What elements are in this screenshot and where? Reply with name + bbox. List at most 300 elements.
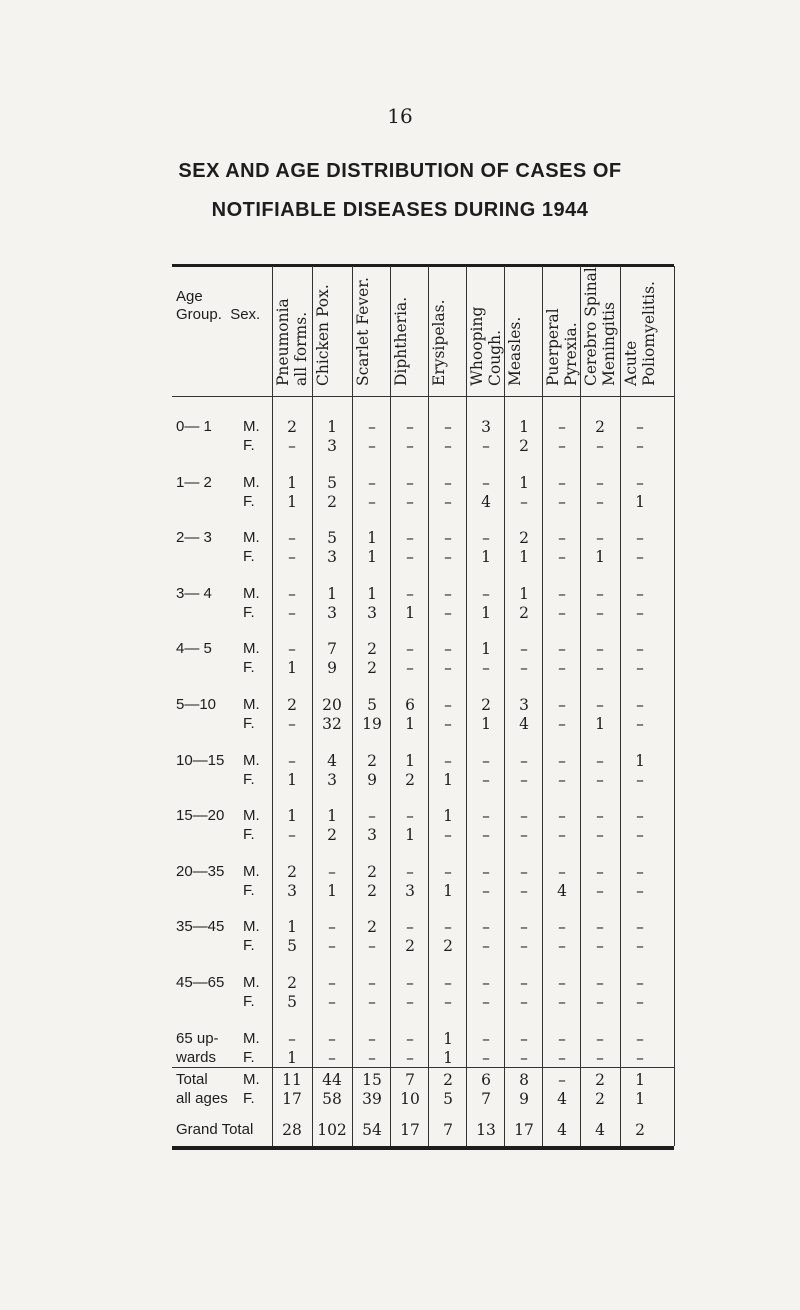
table-cell: 2 — [327, 826, 337, 845]
table-cell: – — [406, 437, 414, 455]
table-cell: 2 — [519, 603, 529, 622]
table-cell: 15 — [362, 1071, 382, 1089]
table-cell: – — [444, 826, 452, 845]
table-cell: – — [596, 492, 604, 511]
table-cell: – — [288, 529, 296, 548]
table-cell: 17 — [514, 1121, 534, 1139]
table-cell: – — [596, 640, 604, 659]
table-cell: – — [444, 640, 452, 659]
table-cell: 1 — [635, 1071, 645, 1089]
table-cell: – — [596, 862, 604, 881]
sex-header: Sex. — [230, 306, 261, 323]
table-cell: – — [596, 1048, 604, 1067]
table-cell: – — [520, 918, 528, 937]
table-cell: – — [328, 974, 336, 992]
table-cell: – — [368, 937, 376, 956]
table-cell: – — [444, 529, 452, 548]
table-cell: – — [636, 1029, 644, 1048]
column-header — [314, 276, 352, 386]
sex-label: F. — [243, 937, 255, 955]
table-cell: 1 — [481, 548, 491, 567]
sex-label: F. — [243, 993, 255, 1010]
column-header — [274, 276, 312, 386]
table-cell: – — [520, 826, 528, 845]
table-cell: 2 — [519, 437, 529, 455]
table-cell: – — [636, 993, 644, 1011]
table-cell: 1 — [519, 418, 529, 436]
table-cell: 2 — [367, 640, 377, 659]
table-cell: 3 — [287, 881, 297, 900]
table-cell: – — [636, 418, 644, 436]
table-cell: 4 — [595, 1121, 605, 1139]
table-cell: – — [444, 918, 452, 937]
table-cell: – — [636, 881, 644, 900]
table-cell: 1 — [443, 1048, 453, 1067]
table-cell: – — [482, 659, 490, 678]
table-cell: – — [558, 1048, 566, 1067]
table-cell: – — [520, 807, 528, 826]
table-cell: – — [558, 473, 566, 492]
table-cell: – — [444, 974, 452, 992]
table-cell: 1 — [481, 603, 491, 622]
table-cell: 7 — [327, 640, 337, 659]
sex-label: F. — [243, 826, 255, 844]
table-cell: 4 — [327, 751, 337, 770]
table-cell: – — [558, 974, 566, 992]
table-cell: 102 — [317, 1121, 347, 1139]
age-group-label: 0— 1 — [176, 418, 212, 435]
table-cell: 2 — [405, 937, 415, 956]
table-cell: – — [520, 770, 528, 789]
table-cell: – — [558, 1071, 566, 1089]
table-cell: 2 — [287, 696, 297, 714]
sex-label: F. — [243, 603, 255, 621]
table-cell: – — [596, 1029, 604, 1048]
table-cell: – — [558, 751, 566, 770]
table-cell: – — [444, 418, 452, 436]
sex-label: M. — [243, 696, 260, 713]
column-header — [468, 276, 506, 386]
table-cell: – — [482, 1048, 490, 1067]
table-cell: 3 — [367, 603, 377, 622]
table-cell: – — [482, 751, 490, 770]
table-cell: – — [406, 529, 414, 548]
table-cell: – — [520, 1029, 528, 1048]
table-cell: – — [558, 437, 566, 455]
table-cell: – — [288, 751, 296, 770]
table-cell: 39 — [362, 1090, 382, 1108]
table-cell: 32 — [322, 715, 342, 733]
table-cell: 9 — [519, 1090, 529, 1108]
table-cell: – — [520, 937, 528, 956]
table-cell: – — [558, 918, 566, 937]
total-rule — [172, 1067, 674, 1068]
table-cell: 2 — [287, 974, 297, 992]
table-cell: – — [482, 770, 490, 789]
table-cell: – — [368, 807, 376, 826]
table-cell: 2 — [287, 418, 297, 436]
column-header-line: Cough. — [486, 329, 504, 386]
table-cell: 5 — [287, 937, 297, 956]
table-cell: 6 — [481, 1071, 491, 1089]
table-cell: 1 — [481, 715, 491, 733]
sex-label: F. — [243, 715, 255, 732]
table-cell: – — [520, 993, 528, 1011]
table-cell: 2 — [595, 418, 605, 436]
sex-label: M. — [243, 1029, 260, 1047]
table-cell: – — [636, 659, 644, 678]
table-cell: – — [368, 473, 376, 492]
sex-label: F. — [243, 659, 255, 677]
column-header-line: Cerebro Spinal — [582, 267, 600, 386]
table-cell: – — [328, 1029, 336, 1048]
table-cell: – — [636, 696, 644, 714]
table-cell: – — [368, 418, 376, 436]
table-cell: 5 — [327, 529, 337, 548]
table-cell: – — [596, 770, 604, 789]
table-cell: 2 — [367, 751, 377, 770]
table-cell: – — [558, 696, 566, 714]
table-cell: – — [482, 437, 490, 455]
table-cell: – — [636, 1048, 644, 1067]
column-header-line: Chicken Pox. — [314, 284, 332, 386]
table-cell: – — [444, 659, 452, 678]
table-cell: – — [368, 492, 376, 511]
table-cell: 5 — [367, 696, 377, 714]
table-cell: – — [558, 529, 566, 548]
sex-label: M. — [243, 751, 260, 769]
table-cell: 2 — [367, 881, 377, 900]
table-cell: – — [596, 974, 604, 992]
column-header-line: Pyrexia. — [562, 322, 580, 386]
table-cell: 2 — [519, 529, 529, 548]
page-number: 16 — [387, 104, 413, 128]
column-header — [506, 276, 544, 386]
table-cell: – — [444, 548, 452, 567]
table-cell: 10 — [400, 1090, 420, 1108]
sex-label: M. — [243, 529, 260, 547]
table-cell: 3 — [519, 696, 529, 714]
table-cell: – — [558, 993, 566, 1011]
table-cell: – — [558, 492, 566, 511]
sex-label: F. — [243, 881, 255, 899]
table-cell: – — [636, 807, 644, 826]
table-cell: 54 — [362, 1121, 382, 1139]
table-cell: – — [558, 770, 566, 789]
table-cell: – — [406, 418, 414, 436]
table-cell: – — [596, 603, 604, 622]
table-cell: – — [444, 473, 452, 492]
table-cell: 1 — [327, 881, 337, 900]
column-header — [392, 276, 430, 386]
table-cell: 3 — [481, 418, 491, 436]
table-cell: – — [520, 974, 528, 992]
table-cell: – — [596, 696, 604, 714]
table-cell: 1 — [327, 418, 337, 436]
table-cell: 11 — [282, 1071, 302, 1089]
sex-label: M. — [243, 862, 260, 880]
table-cell: 1 — [443, 770, 453, 789]
table-cell: 1 — [595, 548, 605, 567]
table-cell: – — [596, 993, 604, 1011]
sex-label: F. — [243, 492, 255, 510]
table-cell: 4 — [557, 1090, 567, 1108]
table-cell: – — [596, 751, 604, 770]
table-cell: 1 — [287, 770, 297, 789]
table-cell: – — [636, 473, 644, 492]
table-cell: – — [482, 826, 490, 845]
table-cell: 1 — [635, 1090, 645, 1108]
table-cell: 5 — [327, 473, 337, 492]
table-cell: 1 — [443, 1029, 453, 1048]
sex-label: F. — [243, 1090, 255, 1107]
table-cell: – — [636, 584, 644, 603]
table-cell: – — [406, 918, 414, 937]
table-cell: 1 — [287, 1048, 297, 1067]
table-cell: – — [368, 1029, 376, 1048]
table-cell: 1 — [327, 807, 337, 826]
table-cell: – — [328, 1048, 336, 1067]
age-group-label: 15—20 — [176, 807, 225, 825]
table-cell: – — [558, 603, 566, 622]
age-group-label: wards — [176, 1048, 217, 1066]
table-cell: – — [288, 826, 296, 845]
table-cell: 1 — [443, 881, 453, 900]
table-cell: – — [596, 473, 604, 492]
table-cell: 58 — [322, 1090, 342, 1108]
table-cell: 1 — [287, 918, 297, 937]
table-cell: – — [636, 548, 644, 567]
column-header — [430, 276, 468, 386]
table-cell: – — [482, 918, 490, 937]
age-group-header — [176, 288, 260, 324]
table-cell: – — [636, 862, 644, 881]
table-cell: – — [288, 437, 296, 455]
grand-total-label: Grand Total — [176, 1121, 254, 1138]
age-group-label: 5—10 — [176, 696, 217, 713]
table-cell: – — [558, 1029, 566, 1048]
table-cell: – — [328, 993, 336, 1011]
table-cell: 3 — [327, 603, 337, 622]
table-cell: – — [636, 937, 644, 956]
column-header-line: Diphtheria. — [392, 296, 410, 386]
table-cell: – — [406, 974, 414, 992]
table-cell: 2 — [367, 918, 377, 937]
age-group-label: 2— 3 — [176, 529, 212, 547]
table-cell: – — [288, 715, 296, 733]
table-cell: 3 — [405, 881, 415, 900]
table-cell: 1 — [519, 473, 529, 492]
table-cell: 1 — [635, 492, 645, 511]
table-cell: 17 — [400, 1121, 420, 1139]
age-header-line2: Group. — [176, 306, 222, 323]
table-cell: – — [636, 640, 644, 659]
table-cell: – — [444, 584, 452, 603]
table-cell: 6 — [405, 696, 415, 714]
table-cell: – — [520, 1048, 528, 1067]
table-cell: – — [406, 862, 414, 881]
column-header — [622, 276, 660, 386]
table-cell: 3 — [327, 548, 337, 567]
age-group-label: 1— 2 — [176, 473, 212, 491]
table-cell: – — [636, 715, 644, 733]
table-cell: 5 — [443, 1090, 453, 1108]
table-cell: 19 — [362, 715, 382, 733]
table-cell: – — [482, 473, 490, 492]
table-cell: – — [328, 918, 336, 937]
table-cell: 2 — [635, 1121, 645, 1139]
table-cell: – — [482, 529, 490, 548]
table-cell: – — [406, 1048, 414, 1067]
table-cell: 2 — [327, 492, 337, 511]
table-cell: – — [288, 1029, 296, 1048]
sex-label: F. — [243, 548, 255, 566]
sex-label: F. — [243, 1048, 255, 1066]
column-header — [544, 276, 582, 386]
age-group-label: 35—45 — [176, 918, 225, 936]
table-cell: 28 — [282, 1121, 302, 1139]
table-cell: – — [406, 473, 414, 492]
table-cell: – — [558, 826, 566, 845]
table-cell: – — [482, 974, 490, 992]
sex-label: M. — [243, 807, 260, 825]
table-cell: 2 — [443, 937, 453, 956]
table-cell: – — [406, 807, 414, 826]
sex-label: F. — [243, 770, 255, 788]
table-cell: 3 — [327, 770, 337, 789]
table-cell: – — [596, 437, 604, 455]
table-cell: – — [558, 640, 566, 659]
table-cell: 1 — [327, 584, 337, 603]
sex-label: M. — [243, 473, 260, 491]
table-cell: 2 — [443, 1071, 453, 1089]
column-header-line: Erysipelas. — [430, 299, 448, 386]
table-cell: – — [482, 807, 490, 826]
table-cell: – — [328, 937, 336, 956]
table-cell: – — [406, 640, 414, 659]
table-cell: 3 — [367, 826, 377, 845]
age-header-line1: Age — [176, 288, 203, 305]
table-cell: – — [596, 826, 604, 845]
table-cell: – — [482, 937, 490, 956]
total-label: Total — [176, 1071, 208, 1088]
table-cell: – — [558, 548, 566, 567]
table-cell: – — [288, 584, 296, 603]
column-header-line: Meningitis — [600, 302, 618, 386]
column-header-line: Pneumonia — [274, 298, 292, 386]
table-cell: 4 — [481, 492, 491, 511]
table-cell: – — [444, 437, 452, 455]
table-cell: 7 — [443, 1121, 453, 1139]
sex-label: M. — [243, 974, 260, 991]
table-cell: 2 — [481, 696, 491, 714]
table-cell: 5 — [287, 993, 297, 1011]
table-cell: – — [482, 862, 490, 881]
table-cell: – — [482, 881, 490, 900]
table-cell: 2 — [367, 659, 377, 678]
table-cell: – — [406, 659, 414, 678]
table-cell: – — [368, 974, 376, 992]
table-cell: 2 — [287, 862, 297, 881]
table-cell: 8 — [519, 1071, 529, 1089]
table-cell: 1 — [519, 584, 529, 603]
table-cell: – — [636, 918, 644, 937]
table-cell: 1 — [595, 715, 605, 733]
column-header-line: Measles. — [506, 316, 524, 386]
table-bottom-rule — [172, 1146, 674, 1150]
table-cell: – — [558, 659, 566, 678]
table-cell: – — [368, 1048, 376, 1067]
table-cell: 1 — [405, 826, 415, 845]
table-cell: 1 — [287, 807, 297, 826]
table-cell: – — [558, 584, 566, 603]
column-header-line: Whooping — [468, 306, 486, 386]
table-cell: 1 — [519, 548, 529, 567]
table-cell: – — [520, 640, 528, 659]
age-group-label: 65 up- — [176, 1029, 219, 1047]
table-cell: 2 — [595, 1071, 605, 1089]
column-header-line: Poliomyelitis. — [640, 281, 658, 386]
table-cell: 1 — [405, 715, 415, 733]
table-cell: – — [636, 770, 644, 789]
table-cell: – — [368, 437, 376, 455]
table-cell: 4 — [519, 715, 529, 733]
table-cell: – — [596, 584, 604, 603]
table-cell: – — [444, 603, 452, 622]
table-cell: – — [636, 974, 644, 992]
table-cell: 1 — [405, 603, 415, 622]
table-cell: – — [406, 548, 414, 567]
age-group-label: 4— 5 — [176, 640, 212, 658]
table-cell: – — [520, 659, 528, 678]
column-header-line: Scarlet Fever. — [354, 277, 372, 386]
total-label: all ages — [176, 1090, 228, 1107]
table-cell: – — [444, 862, 452, 881]
page-subtitle: NOTIFIABLE DISEASES DURING 1944 — [211, 199, 589, 221]
table-cell: – — [558, 418, 566, 436]
table-cell: 4 — [557, 881, 567, 900]
table-cell: 9 — [367, 770, 377, 789]
table-cell: – — [636, 603, 644, 622]
column-header — [582, 267, 620, 386]
age-group-label: 10—15 — [176, 751, 225, 769]
table-cell: 7 — [405, 1071, 415, 1089]
column-header-line: Acute — [622, 340, 640, 386]
column-header-line: all forms. — [292, 311, 310, 386]
table-cell: 1 — [287, 659, 297, 678]
table-cell: – — [596, 529, 604, 548]
header-rule — [172, 396, 674, 397]
table-cell: – — [406, 993, 414, 1011]
table-cell: 2 — [405, 770, 415, 789]
table-cell: – — [444, 696, 452, 714]
table-cell: – — [444, 751, 452, 770]
table-cell: 9 — [327, 659, 337, 678]
table-cell: – — [520, 751, 528, 770]
table-cell: – — [558, 862, 566, 881]
table-cell: 13 — [476, 1121, 496, 1139]
table-cell: – — [636, 529, 644, 548]
table-cell: – — [444, 715, 452, 733]
table-cell: 1 — [443, 807, 453, 826]
table-cell: – — [636, 437, 644, 455]
table-cell: – — [328, 862, 336, 881]
table-cell: – — [482, 584, 490, 603]
table-cell: – — [520, 492, 528, 511]
table-cell: 7 — [481, 1090, 491, 1108]
table-cell: 2 — [367, 862, 377, 881]
column-divider — [674, 266, 675, 1146]
